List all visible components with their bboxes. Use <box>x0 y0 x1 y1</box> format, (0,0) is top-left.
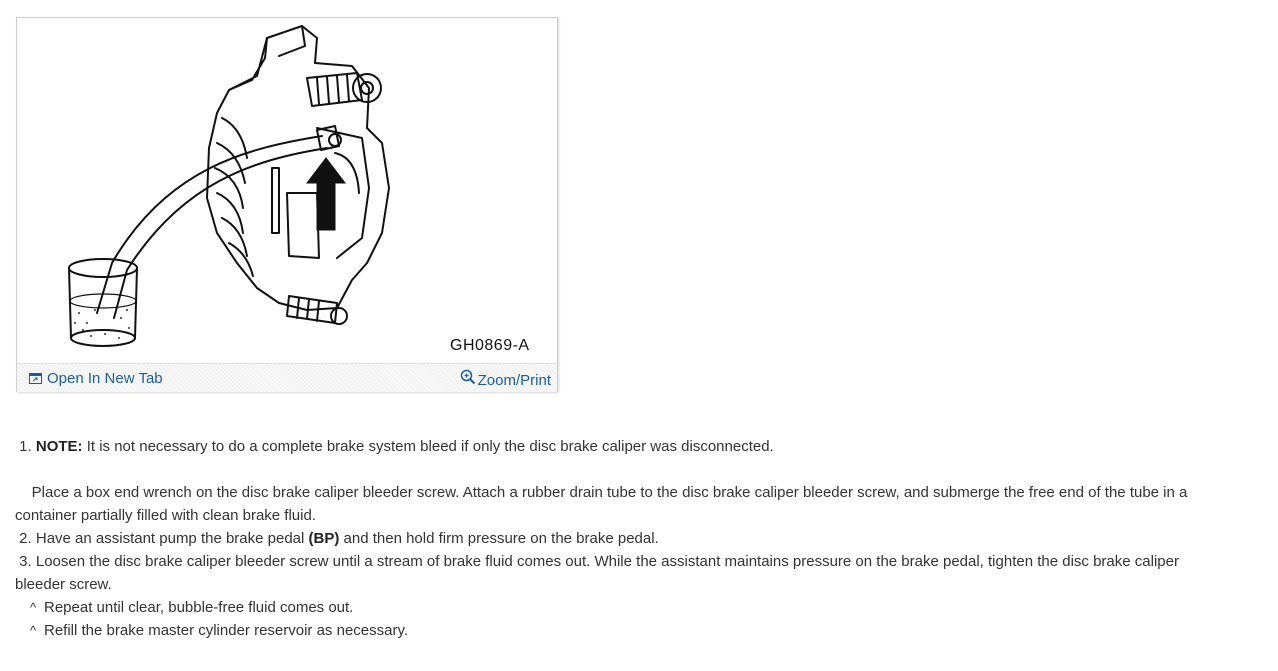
step-2-number: 2. <box>19 530 32 547</box>
note-text: It is not necessary to do a complete brake system bleed if only the disc brake caliper was disconnected. <box>82 438 774 455</box>
step-1-detail-text: Place a box end wrench on the disc brake caliper bleeder screw. Attach a rubber drain tube to the disc brake caliper bleeder screw, and submerge the free end of the tube in a container partially filled with clean brake fluid. <box>15 484 1188 524</box>
step-3 <box>15 550 1230 596</box>
step-2-text-a: Have an assistant pump the brake pedal <box>31 530 309 547</box>
figure-code-label: GH0869-A <box>450 337 530 354</box>
figure-footer-bar <box>17 363 557 392</box>
zoom-magnifier-icon <box>460 369 476 387</box>
zoom-print-label: Zoom/Print <box>477 372 551 389</box>
figure-container <box>16 17 558 392</box>
step-1-detail <box>15 481 1230 527</box>
step-3-text: Loosen the disc brake caliper bleeder screw until a stream of brake fluid comes out. While the assistant maintains pressure on the brake pedal, tighten the disc brake caliper bleeder screw. <box>15 553 1179 593</box>
instructions-text <box>15 435 1230 642</box>
zoom-print-link[interactable] <box>460 366 551 389</box>
step-1-number: 1. <box>19 438 32 455</box>
bullet-item <box>15 619 1230 642</box>
step-3-number: 3. <box>19 553 32 570</box>
bullet-marker: ^ <box>30 623 37 638</box>
bullet-text: Repeat until clear, bubble-free fluid comes out. <box>44 599 354 616</box>
step-2 <box>15 527 1230 550</box>
step-1 <box>15 435 1230 458</box>
paragraph-gap <box>15 458 1230 481</box>
brake-caliper-bleeding-illustration <box>17 18 557 363</box>
open-in-new-tab-link[interactable] <box>29 370 163 387</box>
bullet-item <box>15 596 1230 619</box>
open-new-tab-icon <box>29 373 42 384</box>
brake-pedal-abbrev: (BP) <box>308 530 340 547</box>
bullet-marker: ^ <box>30 600 37 615</box>
bullet-text: Refill the brake master cylinder reservoir as necessary. <box>44 622 409 639</box>
open-in-new-tab-label: Open In New Tab <box>47 370 163 387</box>
step-2-text-b: and then hold firm pressure on the brake pedal. <box>339 530 659 547</box>
note-label: NOTE: <box>35 438 83 455</box>
